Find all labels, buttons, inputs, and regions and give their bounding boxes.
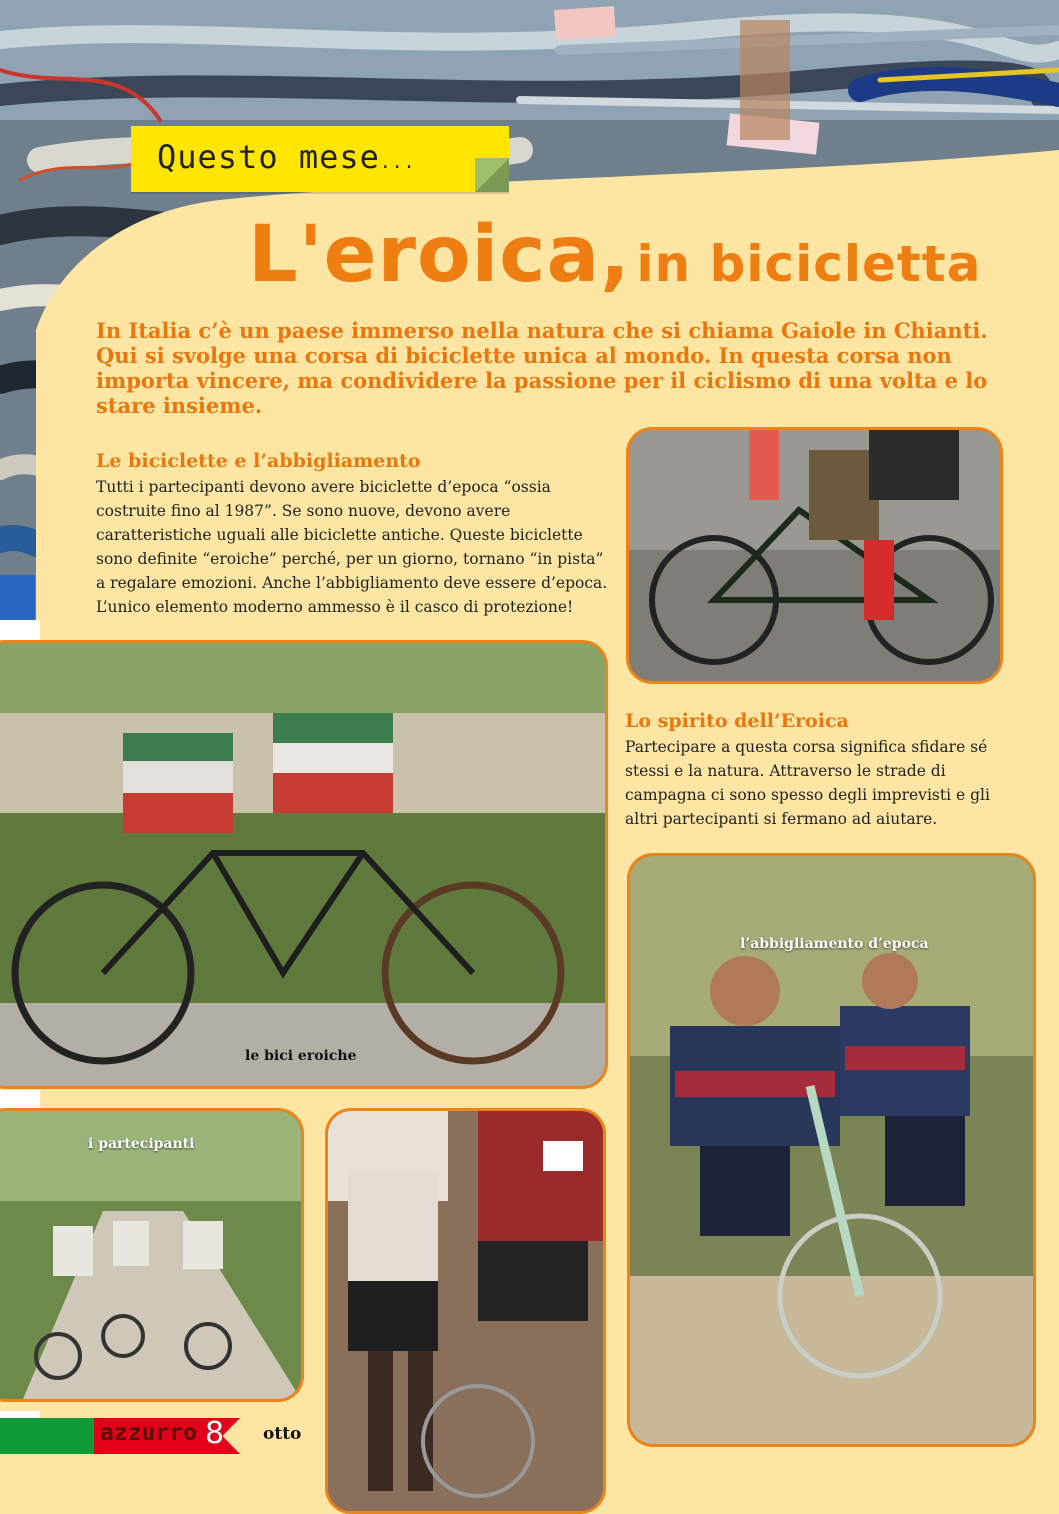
- page-title: L'eroica, in bicicletta: [248, 210, 982, 300]
- photo-clothing: [627, 853, 1036, 1447]
- section-text-spirit: Partecipare a questa corsa significa sfidare sé stessi e la natura. Attraverso le strade di campagna ci sono spesso degli imprevisti e gli altri partecipanti si fermano ad aiutare.: [625, 738, 990, 828]
- fold-corner-icon: [475, 158, 509, 192]
- intro-paragraph: In Italia c’è un paese immerso nella natura che si chiama Gaiole in Chianti. Qui si svolge una corsa di biciclette unica al mondo. In questa corsa non importa vincere, ma condividere la passione per il ciclismo di una volta e lo stare insieme.: [96, 318, 988, 418]
- section-text-bikes: Tutti i partecipanti devono avere biciclette d’epoca “ossia costruite fino al 1987”. Se sono nuove, devono avere caratteristiche uguali alle biciclette antiche. Queste biciclette sono definite “eroiche” perché, per un giorno, tornano “in pista” a regalare emozioni. Anche l’abbigliamento deve essere d’epoca. L’unico elemento moderno ammesso è il casco di protezione!: [96, 478, 608, 616]
- page-number: 8: [205, 1416, 225, 1451]
- section-tag: [131, 126, 509, 192]
- flag-stripe-green: [0, 1418, 94, 1454]
- flag-stripe-white: [0, 1411, 40, 1418]
- page-number-word: otto: [263, 1424, 302, 1444]
- section-heading-spirit: Lo spirito dell’Eroica: [625, 710, 849, 732]
- caption-clothing: l’abbigliamento d’epoca: [740, 936, 929, 952]
- magazine-name: azzurro: [100, 1420, 197, 1446]
- photo-rider-red-socks: [626, 427, 1003, 684]
- photo-crowd: [325, 1108, 606, 1514]
- photo-riders: [0, 1108, 304, 1402]
- page-footer: [0, 1418, 330, 1454]
- section-heading-bikes: Le biciclette e l’abbigliamento: [96, 450, 421, 472]
- caption-riders: i partecipanti: [88, 1136, 195, 1152]
- tag-label: Questo mese...: [157, 138, 416, 176]
- caption-tandem: le bici eroiche: [245, 1048, 357, 1064]
- photo-tandem: [0, 640, 608, 1089]
